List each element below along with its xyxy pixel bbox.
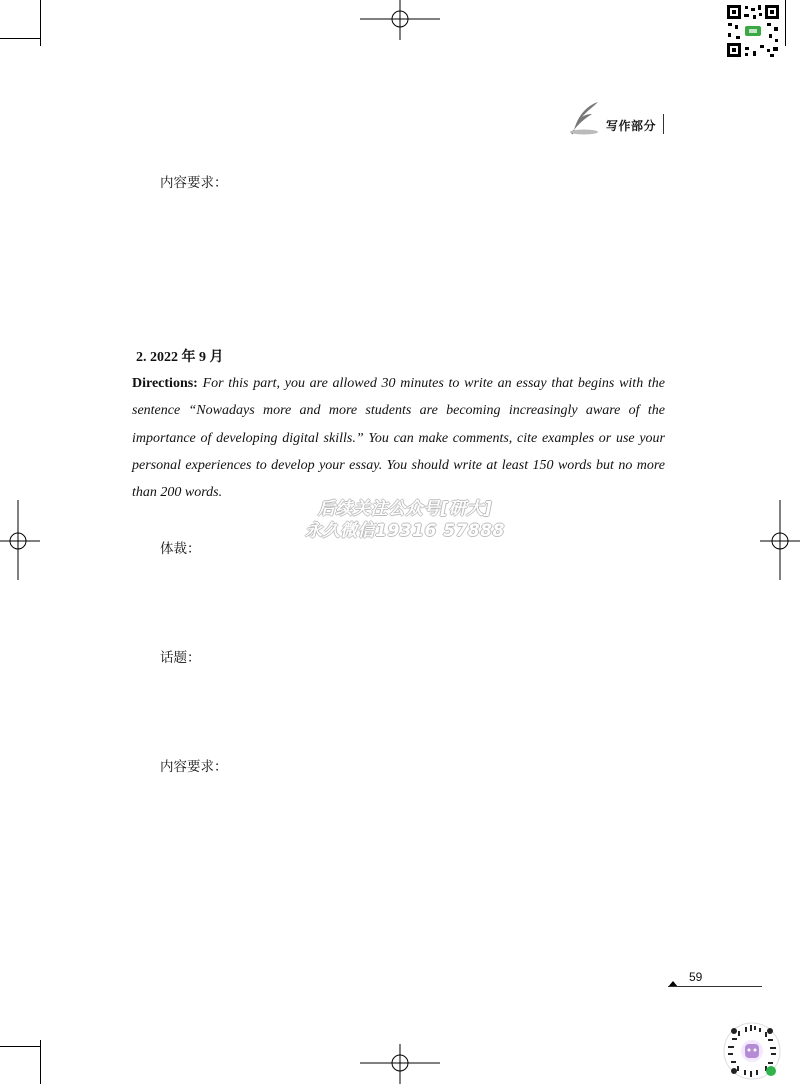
crop-mark-tr-v xyxy=(785,0,786,46)
header-divider xyxy=(663,114,664,134)
topic-label: 话题： xyxy=(160,650,201,666)
crop-mark-tl-v xyxy=(40,0,41,46)
content-requirements-label-2: 内容要求： xyxy=(160,759,228,775)
registration-mark-right xyxy=(760,500,800,580)
question-title: 2. 2022 年 9 月 xyxy=(136,350,224,365)
registration-mark-bottom xyxy=(360,1044,440,1084)
watermark xyxy=(300,498,510,542)
directions-text: For this part, you are allowed 30 minutes to write an essay that begins with the sentence “Nowadays more and more students are becoming increasingly aware of the importance of developing digital skills.” You can make comments, cite examples or use your personal experiences to develop your essay. You should write at least 150 words but no more than 200 words. xyxy=(132,376,666,501)
qr-code-icon xyxy=(725,3,781,59)
content-requirements-label-1: 内容要求： xyxy=(160,175,228,191)
page-number: 59 xyxy=(689,970,703,984)
section-label: 写作部分 xyxy=(606,119,657,133)
registration-mark-left xyxy=(0,500,40,580)
registration-mark-top xyxy=(360,0,440,40)
crop-mark-bl-v xyxy=(40,1040,41,1084)
quill-pen-icon xyxy=(568,100,604,136)
directions-paragraph xyxy=(132,370,665,506)
page-number-rule xyxy=(668,986,762,987)
mini-program-code-icon xyxy=(723,1022,781,1080)
watermark-line-1: 后续关注公众号[研大] xyxy=(317,499,493,519)
crop-mark-bl-h xyxy=(0,1046,40,1047)
genre-label: 体裁： xyxy=(160,541,201,557)
directions-label: Directions: xyxy=(132,376,198,391)
watermark-line-2: 永久微信19316 57888 xyxy=(305,521,505,541)
crop-mark-tl-h xyxy=(0,38,40,39)
